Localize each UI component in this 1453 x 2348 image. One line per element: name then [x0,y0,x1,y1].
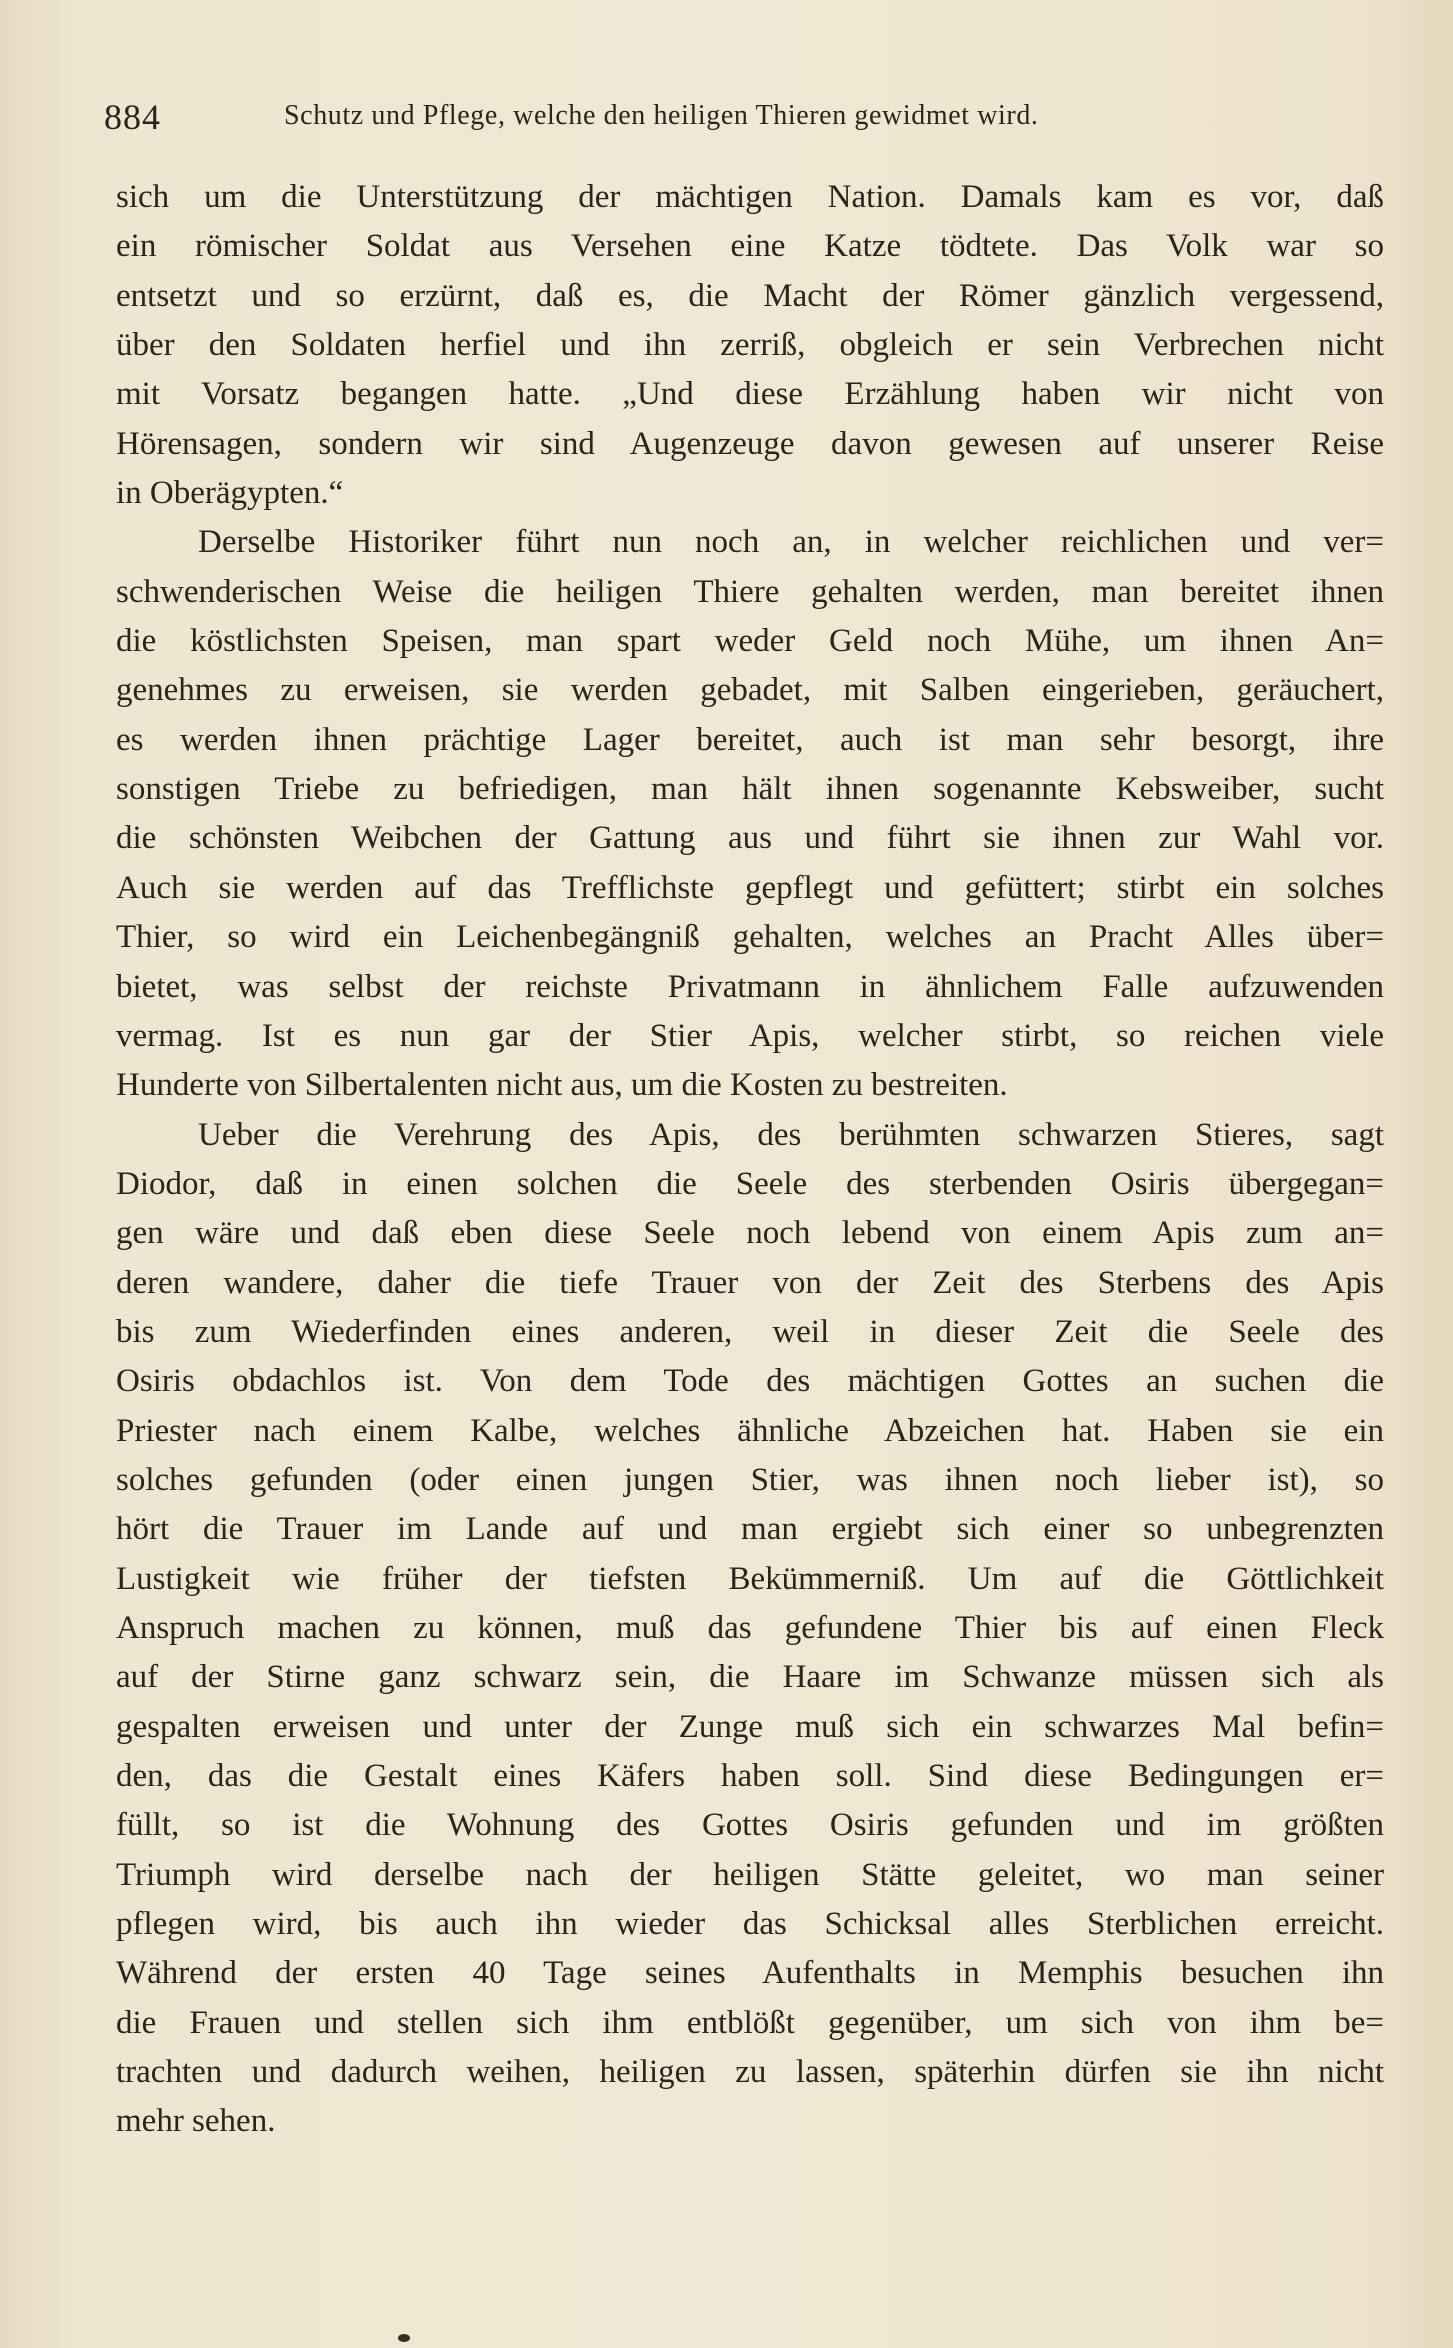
text-line: mehr sehen. [116,2103,276,2140]
text-line: Auch sie werden auf das Trefflichste gepflegt und gefüttert; stirbt ein solches [116,869,1384,906]
text-line: die Frauen und stellen sich ihm entblößt gegenüber, um sich von ihm be= [116,2004,1384,2041]
text-line: ein römischer Soldat aus Versehen eine Katze tödtete. Das Volk war so [116,228,1384,265]
text-line: deren wandere, daher die tiefe Trauer von der Zeit des Sterbens des Apis [116,1264,1384,1301]
text-line: Osiris obdachlos ist. Von dem Tode des mächtigen Gottes an suchen die [116,1363,1384,1400]
text-line: sich um die Unterstützung der mächtigen Nation. Damals kam es vor, daß [116,179,1384,215]
text-line: schwenderischen Weise die heiligen Thiere gehalten werden, man bereitet ihnen [116,573,1384,610]
text-line: Anspruch machen zu können, muß das gefundene Thier bis auf einen Fleck [116,1609,1384,1646]
page-number: 884 [104,97,161,137]
text-line: hört die Trauer im Lande auf und man ergiebt sich einer so unbegrenzten [116,1511,1384,1548]
text-line: bietet, was selbst der reichste Privatmann in ähnlichem Falle aufzuwenden [116,968,1384,1005]
text-line: sonstigen Triebe zu befriedigen, man hält ihnen sogenannte Kebsweiber, sucht [116,771,1384,808]
text-line: pflegen wird, bis auch ihn wieder das Schicksal alles Sterblichen erreicht. [116,1906,1384,1943]
text-line: gespalten erweisen und unter der Zunge muß sich ein schwarzes Mal befin= [116,1708,1384,1745]
text-line: die köstlichsten Speisen, man spart weder Geld noch Mühe, um ihnen An= [116,623,1384,660]
text-line: genehmes zu erweisen, sie werden gebadet, mit Salben eingerieben, geräuchert, [116,672,1384,709]
text-line: vermag. Ist es nun gar der Stier Apis, welcher stirbt, so reichen viele [116,1017,1384,1054]
text-line: es werden ihnen prächtige Lager bereitet, auch ist man sehr besorgt, ihre [116,721,1384,758]
text-line: trachten und dadurch weihen, heiligen zu lassen, späterhin dürfen sie ihn nicht [116,2054,1384,2091]
text-line: den, das die Gestalt eines Käfers haben soll. Sind diese Bedingungen er= [116,1758,1384,1794]
text-line: Triumph wird derselbe nach der heiligen Stätte geleitet, wo man seiner [116,1856,1384,1893]
text-line: auf der Stirne ganz schwarz sein, die Haare im Schwanze müssen sich als [116,1659,1384,1696]
text-line: Hunderte von Silbertalenten nicht aus, um die Kosten zu bestreiten. [116,1067,1008,1104]
running-title: Schutz und Pflege, welche den heiligen Thieren gewidmet wird. [284,100,1039,131]
text-line: Diodor, daß in einen solchen die Seele des sterbenden Osiris übergegan= [116,1165,1384,1202]
text-line: Lustigkeit wie früher der tiefsten Bekümmerniß. Um auf die Göttlichkeit [116,1560,1384,1597]
text-line: füllt, so ist die Wohnung des Gottes Osiris gefunden und im größten [116,1807,1384,1844]
text-line: Priester nach einem Kalbe, welches ähnliche Abzeichen hat. Haben sie ein [116,1412,1384,1449]
text-line: über den Soldaten herfiel und ihn zerriß, obgleich er sein Verbrechen nicht [116,327,1384,364]
text-line: bis zum Wiederfinden eines anderen, weil in dieser Zeit die Seele des [116,1313,1384,1350]
text-line: entsetzt und so erzürnt, daß es, die Macht der Römer gänzlich vergessend, [116,277,1384,314]
text-line: gen wäre und daß eben diese Seele noch lebend von einem Apis zum an= [116,1215,1384,1252]
paragraph-first-line: Ueber die Verehrung des Apis, des berühmten schwarzen Stieres, sagt [198,1116,1384,1153]
body-text [116,173,1384,2147]
text-line: solches gefunden (oder einen jungen Stier, was ihnen noch lieber ist), so [116,1461,1384,1498]
paragraph-first-line: Derselbe Historiker führt nun noch an, in welcher reichlichen und ver= [198,524,1384,561]
ink-speck [398,2334,410,2342]
running-head [104,92,1384,148]
text-line: Während der ersten 40 Tage seines Aufenthalts in Memphis besuchen ihn [116,1955,1384,1992]
text-line: mit Vorsatz begangen hatte. „Und diese Erzählung haben wir nicht von [116,376,1384,413]
text-line: in Oberägypten.“ [116,475,344,512]
text-line: Thier, so wird ein Leichenbegängniß gehalten, welches an Pracht Alles über= [116,919,1384,956]
text-line: die schönsten Weibchen der Gattung aus und führt sie ihnen zur Wahl vor. [116,820,1384,857]
text-line: Hörensagen, sondern wir sind Augenzeuge davon gewesen auf unserer Reise [116,425,1384,462]
